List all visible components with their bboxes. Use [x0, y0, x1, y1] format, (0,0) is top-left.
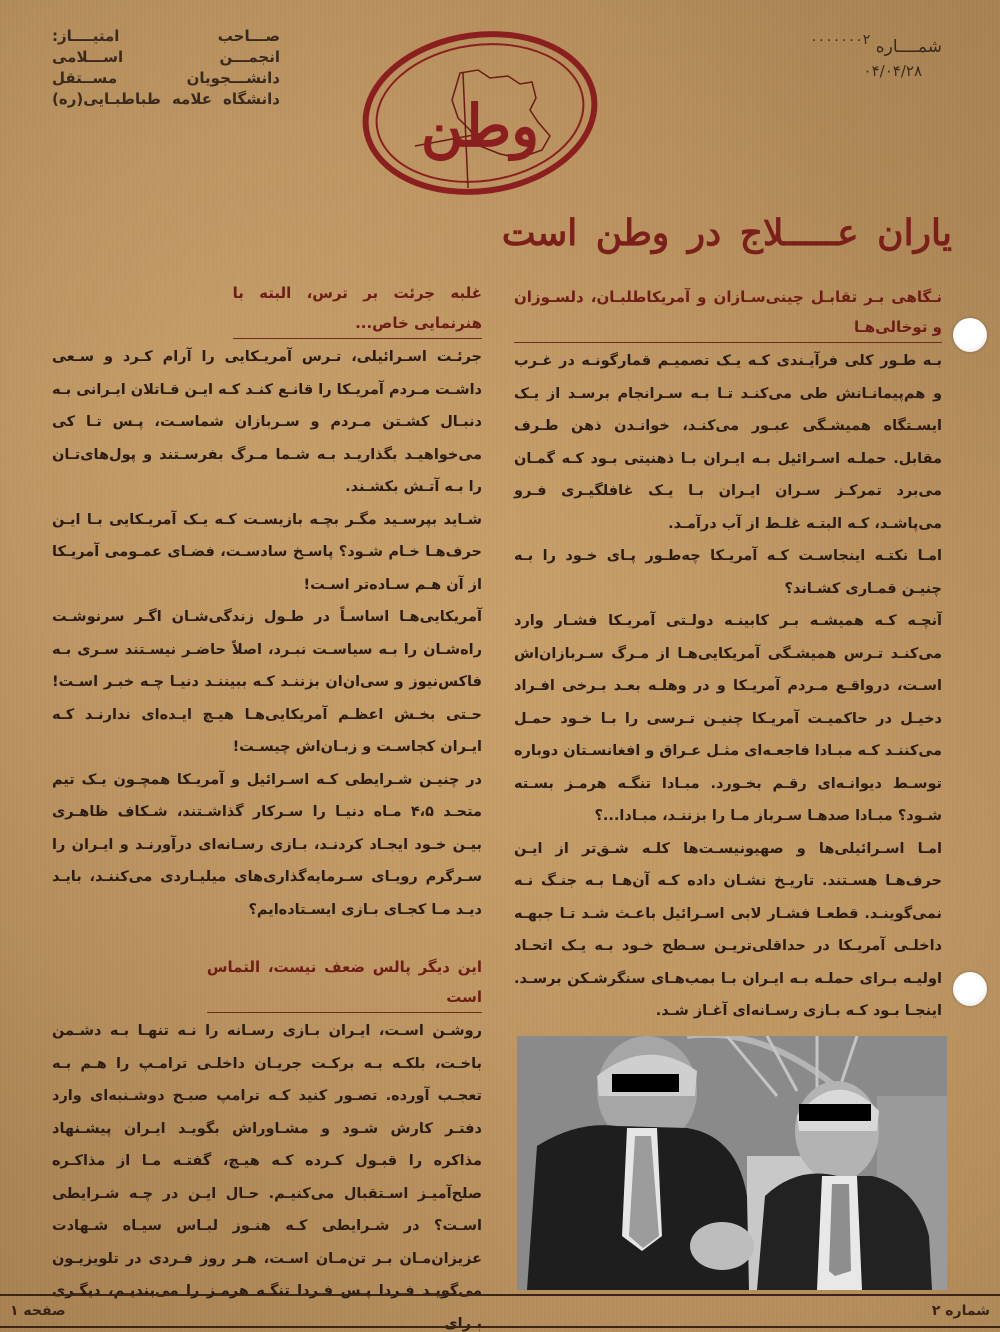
- hole-punch: [953, 972, 987, 1006]
- publisher-line: انجمـــن اســـلامی: [52, 48, 280, 66]
- publisher-line: دانشگاه علامه طباطبـايی(ره): [52, 90, 280, 108]
- issue-number: ۰۰۰۰۰۰۰۲: [810, 32, 871, 48]
- left-column-subhead-2: این دیگر پالس ضعف نیست، التماس است: [207, 952, 482, 1013]
- stamp-icon: [360, 18, 600, 208]
- paragraph: آنچـه کـه همیشـه بـر کابینـه دولـتی آمریـکا فشـار وارد می‌کنـد تـرس همیشـگی آمریکایی‌هـا از مـرگ سـربازان‌اش اسـت، درواقـع مـردم آمریـکا و در وهلـه بعـد بـرخی افـراد دخیـل در حاکمیـت آمریـکا چنیـن تـرسی را بـا خـود حمـل می‌کننـد کـه مبـادا فاجعـه‌ای مثـل عـراق و افغانسـتان دوباره توسـط دیوانـه‌ای رقـم بخـورد. مبـادا تنگـه هرمـز بسـته شـود؟ مبـادا صدهـا سـرباز مـا را بزننـد، مبـادا...؟: [514, 613, 942, 824]
- left-column: [52, 278, 482, 1332]
- censor-bar: [799, 1104, 871, 1121]
- footer-page: صفحه ۱: [10, 1303, 66, 1319]
- publisher-block: [52, 26, 280, 110]
- vatan-logo-stamp: [360, 18, 600, 208]
- handshake-photo: [517, 1036, 947, 1290]
- paragraph: امـا نکتـه اینجاسـت کـه آمریـکا چه‌طـور پـای خـود را بـه چنیـن قمـاری کشـاند؟: [514, 548, 942, 597]
- paragraph: امـا اسـرائیلی‌ها و صهیونیسـت‌ها کلـه شـق‌تر از ایـن حرف‌هـا هسـتند. تاریـخ نشـان داده کـه آن‌هـا بـه جنـگ نـه نمی‌گوینـد. قطعـا فشـار لابی اسـرائیل باعـث شـد تـا جبهـه داخلـی آمریـکا در حداقلی‌تریـن سـطح خـود بـه یـک اتحـاد اولیـه بـرای حملـه بـه ایـران بـا بمب‌هـای سنگرشـکن برسـد. اینجـا بـود کـه بـازی رسـانه‌ای آغـاز شـد.: [514, 840, 942, 1019]
- photo-image: [517, 1036, 947, 1290]
- paragraph: در چنیـن شـرایطی کـه اسـرائیل و آمریـکا همچـون یـک تیم متحـد ۴،۵ مـاه دنیـا را سـرکار گذاشـتند، شـکاف ظاهـری بیـن خـود ایجـاد کردنـد، بـازی رسـانه‌ای درآورنـد و ایـران را سـرگرم رویـای سـرمایه‌گذاری‌های میلیـاردی می‌کننـد، بایـد دیـد مـا کجـای بـازی ایسـتاده‌ایم؟: [52, 771, 482, 918]
- censor-bar: [612, 1074, 679, 1092]
- left-column-subhead-1: غلبه جرئت بر ترس، البته با هنرنمایی خاص...: [233, 278, 482, 339]
- right-column-subhead: نـگاهی بـر تقابـل چینی‌سـازان و آمریکاطلبـان، دلسـوزان و توخالی‌هـا: [514, 282, 942, 343]
- publisher-line: صـــاحب امتيــــاز:: [52, 27, 280, 45]
- publisher-line: دانشـــجويان مســتقل: [52, 69, 280, 87]
- page-footer: [0, 1294, 1000, 1328]
- right-column: [514, 282, 942, 1028]
- hole-punch: [953, 318, 987, 352]
- issue-label: شمــــاره: [875, 37, 942, 57]
- paragraph: شـاید بپرسـید مگـر بچـه بازیسـت کـه یـک آمریـکایی بـا ایـن حرف‌هـا خـام شـود؟ پاسـخ سادسـت، فضـای عمـومی آمریـکا از آن هـم سـاده‌تر اسـت!: [52, 511, 482, 593]
- issue-date: ۰۴/۰۴/۲۸: [863, 62, 922, 80]
- issue-block: [787, 32, 942, 81]
- footer-issue: شماره ۲: [931, 1303, 990, 1319]
- main-title: یاران عـــــلاج در وطن است: [501, 212, 952, 254]
- paragraph: بـه طـور کلی فرآیـندی کـه یـک تصمیـم قمارگونـه در غـرب و هم‌پیمانـانش طی می‌کنـد تـا بـه سـرانجام برسـد از یـک ایسـتگاه همیشـگی عبـور می‌کنـد، خوانـدن ذهن طـرف مقابل. حملـه اسـرائیل بـه ایـران بـا ذهنیتی بـود کـه گمـان می‌برد تمرکـز سـران ایـران بـا یـک غافلگیـری فـرو می‌پاشـد، کـه البتـه غلـط از آب درآمـد.: [514, 353, 942, 532]
- paragraph: آمریکایی‌هـا اساسـاً در طـول زندگی‌شـان اگـر سرنوشـت راه‌شـان را بـه سیاسـت نبـرد، اصلاً حاضـر نیسـتند سـری بـه فاکس‌نیوز و سی‌ان‌ان بزننـد کـه ببیننـد دنیـا چـه خبـر اسـت! حـتی بخـش اعظـم آمریکایی‌هـا هیـچ ایـده‌ای ندارنـد کـه ایـران کجاسـت و زبـان‌اش چیسـت!: [52, 609, 482, 755]
- issue-line: [787, 32, 942, 59]
- paragraph: روشـن اسـت، ایـران بـازی رسـانه را نـه تنهـا بـه دشـمن باخـت، بلکـه بـه برکـت جریـان داخلـی ترامـپ را هـم بـه تعجـب آورده. تصـور کنید کـه ترامپ صبـح دوشـنبه‌ای وارد دفتـر کارش شـود و مشـاوراش بگویـد ایـران پیشـنهاد مذاکره را قبـول کـرده کـه هیـچ، گفتـه مـا از مذاکـره صلح‌آمیـز اسـتقبال می‌کنیـم. حـال ایـن در چـه شـرایطی اسـت؟ در شـرایطی کـه هنـوز لبـاس سیـاه شـهادت عزیزان‌مـان بـر تن‌مـان اسـت، هـر روز فـردی در تلویزیـون می‌گویـد فـردا پـس فـردا تنگـه هرمـز را می‌بندیـم، دیگـری بـرای: [52, 1023, 482, 1332]
- logo-text: وطن: [420, 92, 540, 160]
- paragraph: جرئـت اسـرائیلی، تـرس آمریـکایی را آرام کـرد و سـعی داشـت مـردم آمریـکا را قانـع کنـد کـه ایـن قـاتلان ایـرانی بـه دنبـال کشـتن مـردم و سـربازان شماسـت، پـس تـا کی می‌خواهیـد بگذاریـد بـه شـما مـرگ بفرسـتند و پول‌های‌تـان را بـه آتـش بکشـند.: [52, 349, 482, 495]
